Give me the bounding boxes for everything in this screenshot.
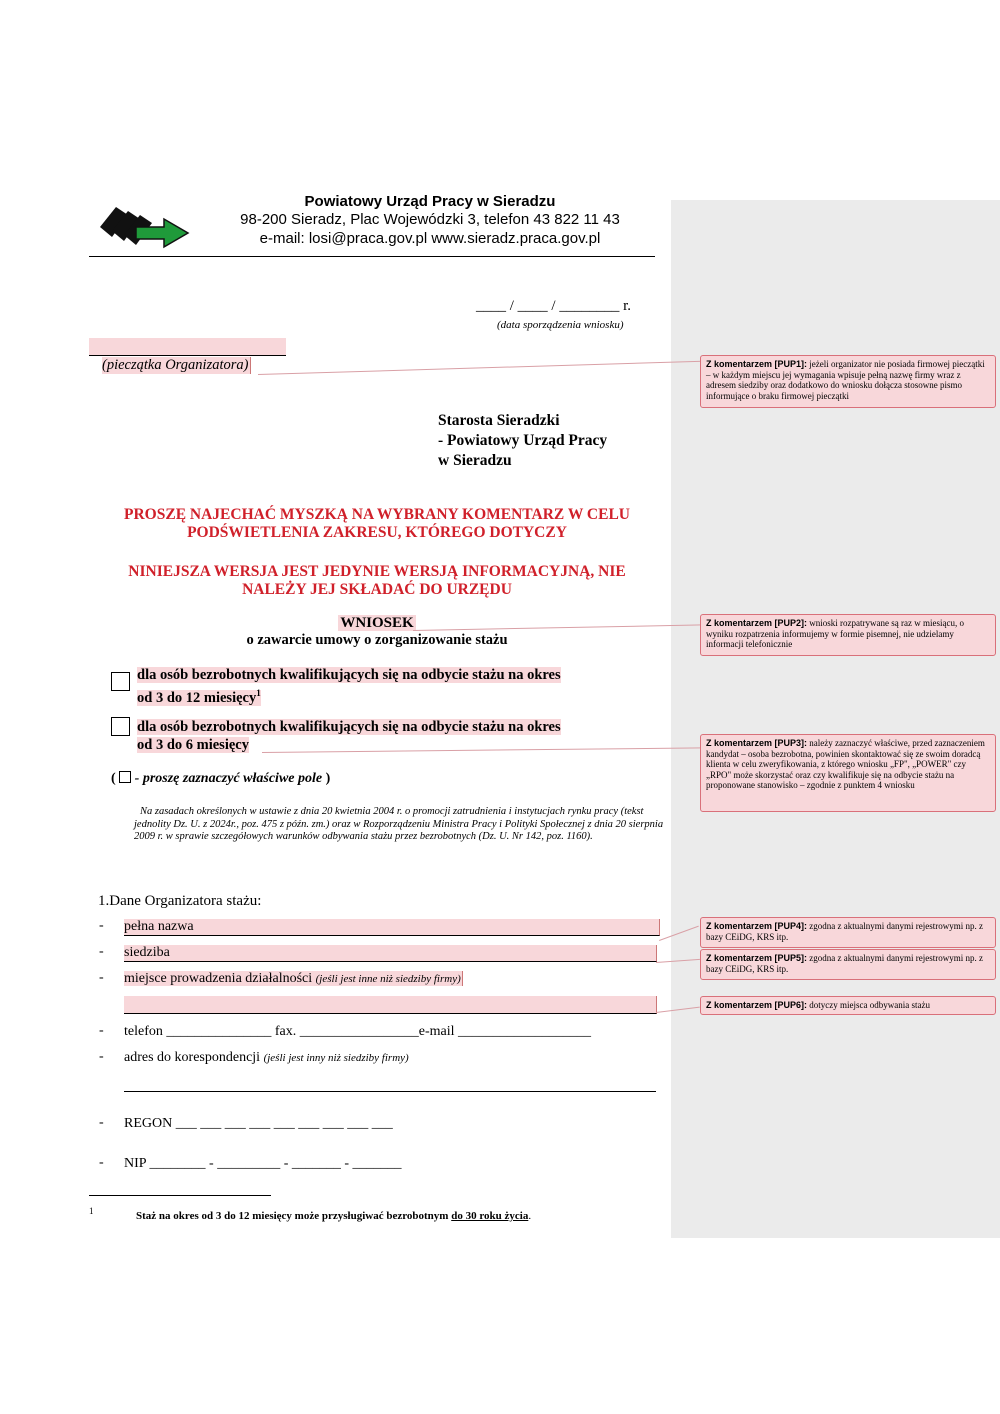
checkbox-box[interactable]: [111, 717, 130, 736]
checkbox-box[interactable]: [111, 672, 130, 691]
bullet-dash: -: [99, 970, 104, 985]
seat-label: siedziba: [124, 945, 170, 960]
comment-tag: Z komentarzem [PUP2]:: [706, 618, 808, 628]
comment-tag: Z komentarzem [PUP4]:: [706, 921, 808, 931]
comment-pup1[interactable]: [700, 355, 996, 408]
notice-line: PODŚWIETLENIA ZAKRESU, KTÓREGO DOTYCZY: [187, 524, 567, 541]
option2-line1: dla osób bezrobotnych kwalifikujących się na odbycie stażu na okres: [137, 719, 561, 735]
footnote-divider: [89, 1195, 271, 1196]
office-contact: e-mail: losi@praca.gov.pl www.sieradz.praca.gov.pl: [259, 230, 601, 247]
form-subtitle: o zawarcie umowy o zorganizowanie stażu: [246, 632, 508, 648]
bullet-dash: -: [99, 918, 104, 933]
full-name-field[interactable]: [124, 919, 660, 936]
comment-text: zgodna z aktualnymi danymi rejestrowymi np. z bazy CEiDG, KRS itp.: [706, 921, 983, 942]
comment-pup4[interactable]: [700, 917, 996, 948]
footnote-text-after: .: [528, 1210, 532, 1222]
footnote-number: 1: [89, 1206, 94, 1216]
business-place-field[interactable]: [124, 996, 657, 1014]
nip-field[interactable]: NIP ________ - _________ - _______ - _______: [124, 1156, 402, 1171]
addressee-line: - Powiatowy Urząd Pracy: [438, 432, 608, 449]
stamp-label: (pieczątka Organizatora): [102, 357, 251, 374]
notice-line: NINIEJSZA WERSJA JEST JEDYNIE WERSJĄ INFORMACYJNĄ, NIE: [128, 563, 626, 580]
bullet-dash: -: [99, 1049, 104, 1064]
bullet-dash: -: [99, 944, 104, 959]
addressee-line: Starosta Sieradzki: [438, 412, 560, 429]
seat-field[interactable]: [124, 945, 657, 962]
comment-pup5[interactable]: [700, 949, 996, 980]
option1-checkbox[interactable]: [111, 672, 130, 696]
comment-tag: Z komentarzem [PUP3]:: [706, 738, 808, 748]
select-hint: ( - proszę zaznaczyć właściwe pole ): [111, 771, 331, 786]
option1-label: [137, 666, 561, 707]
bullet-dash: -: [99, 1155, 104, 1170]
option1-line1: dla osób bezrobotnych kwalifikujących się na odbycie stażu na okres: [137, 667, 561, 683]
notice-hover: [89, 506, 665, 542]
footnote-ref[interactable]: 1: [256, 688, 261, 698]
business-place-label: miejsce prowadzenia działalności: [124, 971, 313, 986]
comment-text: wnioski rozpatrywane są raz w miesiącu, o wyniku rozpatrzenia informujemy w formie pisemnej, nie udzielamy informacji telefonicznie: [706, 618, 964, 649]
phone-fax-email-field[interactable]: telefon _______________ fax. _________________e-mail ___________________: [124, 1024, 592, 1039]
business-place-label-wrap: [124, 971, 463, 987]
comment-tag: Z komentarzem [PUP6]:: [706, 1000, 808, 1010]
form-title: WNIOSEK: [340, 615, 414, 631]
bullet-dash: -: [99, 1023, 104, 1038]
office-name: Powiatowy Urząd Pracy w Sieradzu: [304, 193, 556, 210]
correspondence-label: adres do korespondencji: [124, 1050, 261, 1065]
section1-title: 1.Dane Organizatora stażu:: [98, 893, 262, 909]
footnote-text-before: Staż na okres od 3 do 12 miesięcy może przysługiwać bezrobotnym: [136, 1210, 452, 1222]
correspondence-note: (jeśli jest inny niż siedziby firmy): [263, 1052, 409, 1064]
form-title-wrap: [89, 614, 665, 632]
business-place-note: (jeśli jest inne niż siedziby firmy): [315, 973, 461, 985]
date-caption: (data sporządzenia wniosku): [497, 319, 624, 331]
date-field[interactable]: ____ / ____ / ________ r.: [476, 298, 632, 314]
comment-pup6[interactable]: [700, 996, 996, 1015]
comment-text: dotyczy miejsca odbywania stażu: [807, 1000, 930, 1010]
legal-basis: Na zasadach określonych w ustawie z dnia 20 kwietnia 2004 r. o promocji zatrudnienia i instytucjach rynku pracy (tekst jednolity Dz. U. z 2024r., poz. 475 z późn. zm.) oraz w Rozporządzeniu Ministra Pracy i Polityki Społecznej z dnia 20 sierpnia 2009 r. w sprawie szczegółowych warunków odbywania stażu przez bezrobotnych (Dz. U. Nr 142, poz. 1160).: [134, 806, 664, 842]
comment-text: zgodna z aktualnymi danymi rejestrowymi np. z bazy CEiDG, KRS itp.: [706, 953, 983, 974]
full-name-label: pełna nazwa: [124, 919, 194, 934]
footnote-text: [136, 1210, 531, 1222]
pup-logo: [98, 205, 193, 250]
header-divider: [89, 256, 655, 257]
notice-informational: [89, 563, 665, 599]
stamp-highlight: [89, 338, 286, 356]
office-address: 98-200 Sieradz, Plac Wojewódzki 3, telefon 43 822 11 43: [240, 211, 620, 228]
bullet-dash: -: [99, 1115, 104, 1130]
comment-pup2[interactable]: [700, 614, 996, 656]
comment-pup3[interactable]: [700, 734, 996, 812]
comment-text: należy zaznaczyć właściwe, przed zaznaczeniem kandydat – osoba bezrobotna, powinien skontaktować się ze swoim doradcą klienta w celu zweryfikowania, z którego wniosku „FP", „POWER" czy „RPO" może skorzystać oraz czy kwalifikuje się na odbycie stażu na proponowane stanowisko – zgodnie z punktem 4 wniosku: [706, 738, 985, 790]
comment-tag: Z komentarzem [PUP1]:: [706, 359, 808, 369]
option1-line2: od 3 do 12 miesięcy: [137, 689, 257, 706]
checkbox-sample-icon: [119, 771, 131, 783]
option2-line2: od 3 do 6 miesięcy: [137, 737, 249, 753]
comment-tag: Z komentarzem [PUP5]:: [706, 953, 808, 963]
option2-checkbox[interactable]: [111, 717, 130, 741]
regon-field[interactable]: REGON ___ ___ ___ ___ ___ ___ ___ ___ ___: [124, 1116, 393, 1131]
notice-line: PROSZĘ NAJECHAĆ MYSZKĄ NA WYBRANY KOMENTARZ W CELU: [124, 506, 630, 523]
addressee: [438, 411, 607, 471]
footnote-text-underlined: do 30 roku życia: [451, 1210, 529, 1222]
select-hint-text: - proszę zaznaczyć właściwe pole: [134, 771, 323, 786]
correspondence-label-wrap: [124, 1050, 409, 1066]
notice-line: NALEŻY JEJ SKŁADAĆ DO URZĘDU: [242, 581, 512, 598]
addressee-line: w Sieradzu: [438, 452, 512, 469]
comment-text: jeżeli organizator nie posiada firmowej pieczątki – w każdym miejscu jej wymagania wpisuje pełną nazwę firmy wraz z adresem siedziby oraz dodatkowo do wniosku dołącza stosowne pismo informujące o braku firmowej pieczątki: [706, 359, 985, 401]
comment-connector: [258, 361, 703, 375]
correspondence-field[interactable]: [124, 1091, 656, 1092]
stamp-line: [89, 355, 286, 356]
